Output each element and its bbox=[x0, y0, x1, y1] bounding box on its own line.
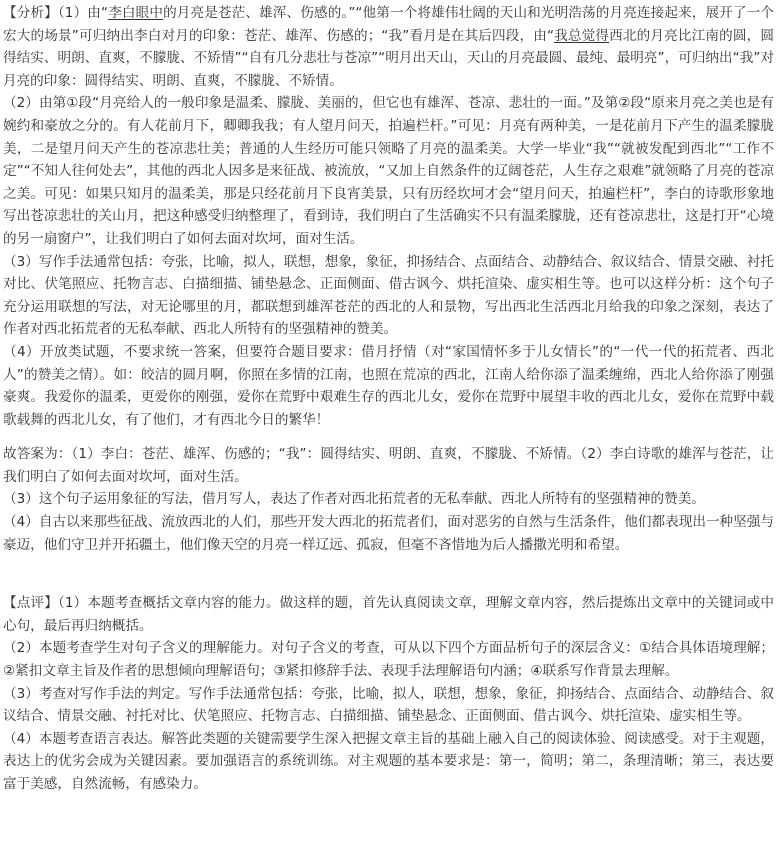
underlined-phrase: 我总觉得 bbox=[554, 27, 610, 44]
analysis-paragraph-3: （3）写作手法通常包括：夸张，比喻，拟人，联想，想象，象征，抑扬结合、点面结合、动静结合、叙议结合、情景交融、衬托对比、伏笔照应、托物言志、白描细描、铺垫悬念、正面侧面、借古讽今、烘托渲染、虚实相生等。也可以这样分析：这个句子充分运用联想的写法，对无论哪里的月，都联想到雄浑苍茫的西北的人和景物，写出西北生活西北月给我的印象之深刻，表达了作者对西北拓荒者的无私奉献、西北人所特有的坚强精神的赞美。 bbox=[3, 253, 774, 338]
answer-section bbox=[3, 443, 774, 556]
comment-paragraph-4: （4）本题考查语言表达。解答此类题的关键需要学生深入把握文章主旨的基础上融入自己的阅读体验、阅读感受。对于主观题，表达上的优劣会成为关键因素。要加强语言的系统训练。对主观题的基本要求是：第一，简明；第二，条理清晰；第三，表达要富于美感，自然流畅，有感染力。 bbox=[3, 730, 774, 792]
comment-paragraph-1: 【点评】（1）本题考查概括文章内容的能力。做这样的题，首先认真阅读文章，理解文章内容，然后提炼出文章中的关键词或中心句，最后再归纳概括。 bbox=[3, 595, 774, 634]
comment-paragraph-2: （2）本题考查学生对句子含义的理解能力。对句子含义的考查，可从以下四个方面品析句子的深层含义：①结合具体语境理解；②紧扣文章主旨及作者的思想倾向理解语句；③紧扣修辞手法、表现手法理解语句内涵；④联系写作背景去理解。 bbox=[3, 640, 774, 680]
answer-paragraph-2: （3）这个句子运用象征的写法，借月写人，表达了作者对西北拓荒者的无私奉献、西北人所特有的坚强精神的赞美。 bbox=[3, 491, 705, 508]
comment-paragraph-3: （3）考查对写作手法的判定。写作手法通常包括：夸张，比喻，拟人，联想，想象，象征，抑扬结合、点面结合、动静结合、叙议结合、情景交融、衬托对比、伏笔照应、托物言志、白描细描、铺垫悬念、正面侧面、借古讽今、烘托渲染、虚实相生等。 bbox=[3, 685, 774, 725]
answer-paragraph-1: 故答案为：（1）李白：苍茫、雄浑、伤感的；“我”：圆得结实、明朗、直爽，不朦胧、不矫情。（2）李白诗歌的雄浑与苍茫，让我们明白了如何去面对坎坷，面对生活。 bbox=[3, 446, 774, 485]
section-spacer bbox=[3, 556, 774, 592]
comment-section bbox=[3, 592, 774, 795]
answer-paragraph-3: （4）自古以来那些征战、流放西北的人们，那些开发大西北的拓荒者们，面对恶劣的自然与生活条件，他们都表现出一种坚强与豪迈，他们守卫并开拓疆土，他们像天空的月亮一样辽远、孤寂，但毫不吝惜地为后人播撒光明和希望。 bbox=[3, 514, 774, 553]
underlined-phrase: 李白眼中 bbox=[108, 5, 164, 21]
analysis-section bbox=[3, 2, 774, 431]
analysis-paragraph-4: （4）开放类试题，不要求统一答案，但要符合题目要求：借月抒情（对“家国情怀多于儿女情长”的“一代一代的拓荒者、西北人”的赞美之情）。如：皎洁的圆月啊，你照在多情的江南，也照在荒凉的西北，江南人给你添了温柔缠绵，西北人给你添了刚强豪爽。我爱你的温柔，更爱你的刚强，爱你在荒野中艰难生存的西北儿女，爱你在荒野中展望丰收的西北儿女，爱你在荒野中载歌载舞的西北儿女，有了他们，才有西北今日的繁华！ bbox=[3, 343, 774, 428]
analysis-paragraph-2: （2）由第①段“月亮给人的一般印象是温柔、朦胧、美丽的，但它也有雄浑、苍凉、悲壮的一面。”及第②段“原来月亮之美也是有婉约和豪放之分的。有人花前月下，卿卿我我；有人望月问天，拍遍栏杆。”可见：月亮有两种美，一是花前月下产生的温柔朦胧美，二是望月问天产生的苍凉悲壮美；普通的人生经历可能只领略了月亮的温柔美。大学一毕业“我”“就被发配到西北”“工作不定”“不知人往何处去”，其他的西北人因多是来征战、被流放，“又加上自然条件的辽阔苍茫，人生存之艰难”就领略了月亮的苍凉之美。可见：如果只知月的温柔美，那是只经花前月下良宵美景，只有历经坎坷才会“望月问天，拍遍栏杆”，李白的诗歌形象地写出苍凉悲壮的关山月，把这种感受归纳整理了，看到诗，我们明白了生活确实不只有温柔朦胧，还有苍凉悲壮，这是打开“心境的另一扇窗户”，让我们明白了如何去面对坎坷，面对生活。 bbox=[3, 95, 774, 247]
section-spacer bbox=[3, 431, 774, 443]
analysis-paragraph-1: 【分析】（1）由“李白眼中的月亮是苍茫、雄浑、伤感的。”“他第一个将雄伟壮阔的天山和光明浩荡的月亮连接起来，展开了一个宏大的场景”可归纳出李白对月的印象：苍茫、雄浑、伤感的；“我”看月是在其后四段，由“我总觉得西北的月亮比江南的圆，圆得结实、明朗、直爽，不朦胧、不矫情”“自有几分悲壮与苍凉”“明月出天山，天山的月亮最圆、最纯、最明亮”，可归纳出“我”对月亮的印象：圆得结实、明朗、直爽，不朦胧、不矫情。 bbox=[3, 5, 775, 89]
